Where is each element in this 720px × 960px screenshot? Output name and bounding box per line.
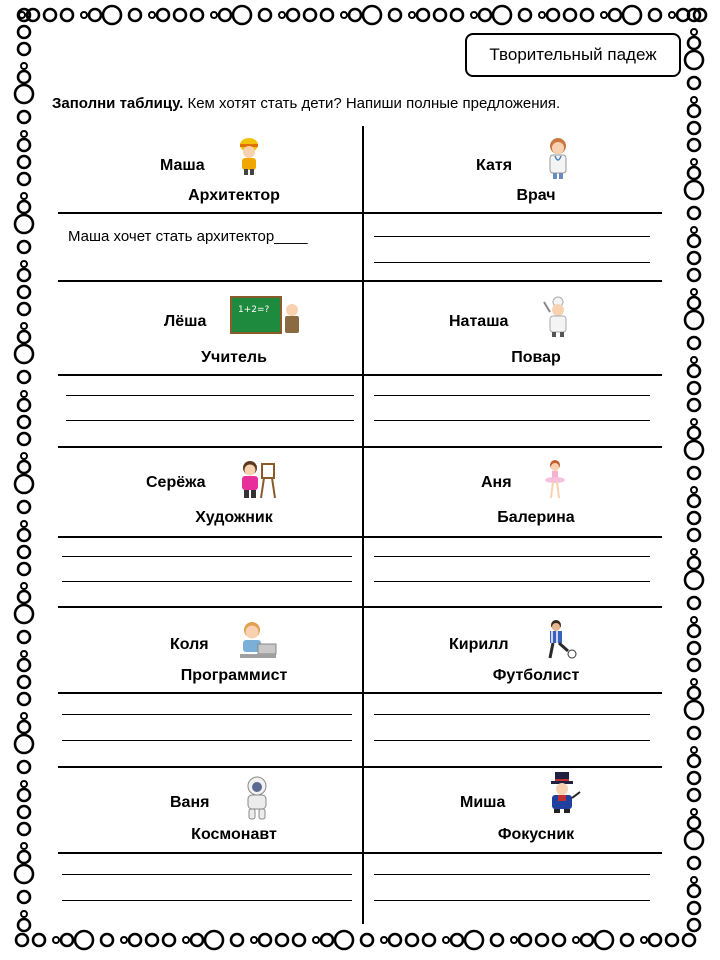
border-circle bbox=[691, 679, 697, 685]
chalkboard-text: 1+2=? bbox=[238, 305, 270, 315]
answer-line[interactable] bbox=[374, 236, 650, 237]
answer-line[interactable] bbox=[374, 420, 650, 421]
border-circle bbox=[595, 931, 613, 949]
answer-line[interactable] bbox=[374, 262, 650, 263]
border-circle bbox=[21, 651, 27, 657]
table-rule bbox=[58, 374, 662, 376]
child-name: Аня bbox=[481, 474, 512, 491]
table-rule bbox=[58, 606, 662, 608]
border-circle bbox=[18, 399, 30, 411]
border-circle bbox=[688, 625, 700, 637]
border-circle bbox=[539, 12, 545, 18]
border-circle bbox=[688, 9, 700, 21]
border-circle bbox=[21, 521, 27, 527]
profession-label: Архитектор bbox=[188, 187, 280, 204]
border-circle bbox=[231, 934, 243, 946]
border-circle bbox=[219, 9, 231, 21]
border-circle bbox=[685, 51, 703, 69]
border-circle bbox=[18, 286, 30, 298]
border-circle bbox=[381, 937, 387, 943]
border-circle bbox=[685, 441, 703, 459]
border-circle bbox=[18, 269, 30, 281]
border-circle bbox=[688, 37, 700, 49]
border-circle bbox=[443, 937, 449, 943]
instruction-bold: Заполни таблицу. bbox=[52, 95, 184, 112]
profession-label: Футболист bbox=[492, 667, 580, 684]
border-circle bbox=[18, 721, 30, 733]
answer-line[interactable] bbox=[62, 556, 352, 557]
border-circle bbox=[688, 659, 700, 671]
border-circle bbox=[149, 12, 155, 18]
border-circle bbox=[691, 29, 697, 35]
child-name: Миша bbox=[460, 794, 506, 811]
border-circle bbox=[688, 382, 700, 394]
child-name: Серёжа bbox=[146, 474, 206, 491]
border-circle bbox=[18, 173, 30, 185]
profession-label: Художник bbox=[195, 509, 273, 526]
border-circle bbox=[183, 937, 189, 943]
border-circle bbox=[18, 416, 30, 428]
answer-line[interactable] bbox=[62, 714, 352, 715]
border-circle bbox=[18, 331, 30, 343]
border-circle bbox=[691, 809, 697, 815]
architect-icon bbox=[236, 136, 262, 176]
border-circle bbox=[18, 563, 30, 575]
table-rule bbox=[58, 212, 662, 214]
table-rule bbox=[58, 536, 662, 538]
border-circle bbox=[18, 546, 30, 558]
page-title: Творительный падеж bbox=[465, 33, 681, 77]
border-circle bbox=[685, 181, 703, 199]
border-circle bbox=[688, 235, 700, 247]
teacher-icon bbox=[230, 296, 302, 336]
border-circle bbox=[688, 167, 700, 179]
border-circle bbox=[688, 297, 700, 309]
border-circle bbox=[21, 323, 27, 329]
answer-line[interactable] bbox=[374, 556, 650, 557]
border-circle bbox=[75, 931, 93, 949]
border-circle bbox=[18, 139, 30, 151]
border-circle bbox=[18, 303, 30, 315]
border-circle bbox=[688, 122, 700, 134]
border-circle bbox=[688, 337, 700, 349]
table-rule bbox=[58, 280, 662, 282]
border-circle bbox=[287, 9, 299, 21]
border-circle bbox=[677, 9, 689, 21]
border-circle bbox=[18, 9, 30, 21]
border-circle bbox=[15, 345, 33, 363]
border-circle bbox=[18, 26, 30, 38]
border-circle bbox=[335, 931, 353, 949]
border-circle bbox=[121, 937, 127, 943]
border-circle bbox=[18, 371, 30, 383]
border-circle bbox=[691, 159, 697, 165]
border-circle bbox=[688, 727, 700, 739]
border-circle bbox=[389, 934, 401, 946]
border-circle bbox=[18, 659, 30, 671]
border-circle bbox=[685, 701, 703, 719]
border-circle bbox=[683, 934, 695, 946]
border-circle bbox=[361, 934, 373, 946]
border-circle bbox=[18, 529, 30, 541]
border-circle bbox=[688, 529, 700, 541]
border-circle bbox=[18, 501, 30, 513]
border-circle bbox=[211, 12, 217, 18]
border-circle bbox=[313, 937, 319, 943]
table-rule bbox=[58, 692, 662, 694]
border-circle bbox=[18, 851, 30, 863]
border-circle bbox=[691, 877, 697, 883]
border-circle bbox=[688, 919, 700, 931]
border-circle bbox=[129, 9, 141, 21]
border-circle bbox=[691, 549, 697, 555]
border-circle bbox=[434, 9, 446, 21]
border-circle bbox=[18, 823, 30, 835]
profession-label: Повар bbox=[511, 349, 561, 366]
border-circle bbox=[18, 156, 30, 168]
border-circle bbox=[101, 934, 113, 946]
border-circle bbox=[18, 591, 30, 603]
border-circle bbox=[18, 919, 30, 931]
border-circle bbox=[18, 433, 30, 445]
border-circle bbox=[688, 857, 700, 869]
border-circle bbox=[691, 747, 697, 753]
border-circle bbox=[259, 934, 271, 946]
border-circle bbox=[409, 12, 415, 18]
profession-label: Программист bbox=[180, 667, 288, 684]
border-circle bbox=[18, 693, 30, 705]
border-circle bbox=[519, 9, 531, 21]
border-circle bbox=[691, 227, 697, 233]
magician-icon bbox=[546, 772, 582, 814]
border-circle bbox=[18, 761, 30, 773]
border-circle bbox=[349, 9, 361, 21]
instruction bbox=[52, 95, 560, 112]
border-circle bbox=[491, 934, 503, 946]
border-circle bbox=[685, 311, 703, 329]
border-circle bbox=[688, 772, 700, 784]
border-circle bbox=[81, 12, 87, 18]
border-circle bbox=[157, 9, 169, 21]
border-circle bbox=[18, 676, 30, 688]
border-circle bbox=[276, 934, 288, 946]
border-circle bbox=[21, 843, 27, 849]
answer-line[interactable] bbox=[374, 874, 650, 875]
border-circle bbox=[191, 9, 203, 21]
border-circle bbox=[146, 934, 158, 946]
border-circle bbox=[321, 9, 333, 21]
ballerina-icon bbox=[542, 458, 568, 500]
border-circle bbox=[581, 9, 593, 21]
border-circle bbox=[601, 12, 607, 18]
border-circle bbox=[493, 6, 511, 24]
border-circle bbox=[688, 269, 700, 281]
border-circle bbox=[233, 6, 251, 24]
child-name: Маша bbox=[160, 157, 205, 174]
border-circle bbox=[691, 97, 697, 103]
profession-label: Врач bbox=[516, 187, 556, 204]
border-circle bbox=[191, 934, 203, 946]
child-name: Наташа bbox=[449, 313, 509, 330]
border-circle bbox=[18, 71, 30, 83]
border-circle bbox=[666, 934, 678, 946]
border-circle bbox=[691, 487, 697, 493]
border-circle bbox=[465, 931, 483, 949]
border-circle bbox=[688, 789, 700, 801]
border-circle bbox=[61, 934, 73, 946]
answer-line[interactable] bbox=[62, 740, 352, 741]
border-circle bbox=[44, 9, 56, 21]
border-circle bbox=[27, 9, 39, 21]
border-circle bbox=[547, 9, 559, 21]
profession-label: Космонавт bbox=[191, 826, 277, 843]
border-circle bbox=[471, 12, 477, 18]
border-circle bbox=[21, 131, 27, 137]
border-circle bbox=[688, 105, 700, 117]
border-circle bbox=[417, 9, 429, 21]
border-circle bbox=[685, 571, 703, 589]
border-circle bbox=[688, 597, 700, 609]
border-circle bbox=[18, 201, 30, 213]
border-circle bbox=[536, 934, 548, 946]
border-circle bbox=[15, 865, 33, 883]
border-circle bbox=[479, 9, 491, 21]
border-circle bbox=[553, 934, 565, 946]
profession-label: Учитель bbox=[201, 349, 267, 366]
border-circle bbox=[688, 399, 700, 411]
painter-icon bbox=[238, 458, 278, 500]
border-circle bbox=[293, 934, 305, 946]
border-circle bbox=[129, 934, 141, 946]
example-answer: Маша хочет стать архитектор____ bbox=[68, 228, 308, 245]
border-circle bbox=[321, 934, 333, 946]
border-circle bbox=[669, 12, 675, 18]
doctor-icon bbox=[544, 136, 572, 180]
border-circle bbox=[685, 831, 703, 849]
table-divider-vertical bbox=[362, 126, 364, 924]
border-circle bbox=[519, 934, 531, 946]
border-circle bbox=[174, 9, 186, 21]
border-circle bbox=[688, 207, 700, 219]
answer-line[interactable] bbox=[374, 395, 650, 396]
border-circle bbox=[688, 557, 700, 569]
border-circle bbox=[18, 806, 30, 818]
border-circle bbox=[406, 934, 418, 946]
border-circle bbox=[641, 937, 647, 943]
border-circle bbox=[688, 687, 700, 699]
border-circle bbox=[451, 9, 463, 21]
profession-label: Балерина bbox=[497, 509, 575, 526]
border-circle bbox=[15, 735, 33, 753]
border-circle bbox=[251, 937, 257, 943]
border-circle bbox=[15, 605, 33, 623]
border-circle bbox=[688, 467, 700, 479]
border-circle bbox=[649, 9, 661, 21]
border-circle bbox=[33, 934, 45, 946]
border-circle bbox=[205, 931, 223, 949]
border-circle bbox=[259, 9, 271, 21]
table-rule bbox=[58, 446, 662, 448]
border-circle bbox=[581, 934, 593, 946]
border-circle bbox=[163, 934, 175, 946]
border-circle bbox=[688, 885, 700, 897]
border-circle bbox=[451, 934, 463, 946]
border-circle bbox=[389, 9, 401, 21]
border-circle bbox=[688, 495, 700, 507]
border-circle bbox=[688, 77, 700, 89]
profession-label: Фокусник bbox=[497, 826, 575, 843]
border-circle bbox=[688, 902, 700, 914]
border-circle bbox=[609, 9, 621, 21]
border-circle bbox=[15, 215, 33, 233]
border-circle bbox=[18, 631, 30, 643]
border-circle bbox=[21, 63, 27, 69]
border-circle bbox=[18, 891, 30, 903]
border-circle bbox=[688, 642, 700, 654]
border-circle bbox=[21, 193, 27, 199]
border-circle bbox=[15, 85, 33, 103]
border-circle bbox=[21, 391, 27, 397]
answer-line[interactable] bbox=[66, 395, 354, 396]
border-circle bbox=[363, 6, 381, 24]
border-circle bbox=[15, 475, 33, 493]
child-name: Лёша bbox=[164, 313, 207, 330]
border-circle bbox=[21, 781, 27, 787]
border-circle bbox=[694, 9, 706, 21]
border-circle bbox=[691, 617, 697, 623]
table-rule bbox=[58, 852, 662, 854]
border-circle bbox=[688, 427, 700, 439]
border-circle bbox=[21, 583, 27, 589]
border-circle bbox=[691, 419, 697, 425]
answer-line[interactable] bbox=[374, 581, 650, 582]
child-name: Кирилл bbox=[449, 636, 509, 653]
chef-icon bbox=[540, 296, 574, 338]
border-circle bbox=[18, 241, 30, 253]
border-circle bbox=[423, 934, 435, 946]
border-circle bbox=[16, 934, 28, 946]
instruction-text: Кем хотят стать дети? Напиши полные предложения. bbox=[183, 95, 561, 112]
programmer-icon bbox=[238, 620, 278, 660]
border-circle bbox=[688, 139, 700, 151]
border-circle bbox=[341, 12, 347, 18]
answer-line[interactable] bbox=[374, 740, 650, 741]
border-circle bbox=[21, 911, 27, 917]
border-circle bbox=[573, 937, 579, 943]
border-circle bbox=[89, 9, 101, 21]
answer-line[interactable] bbox=[62, 900, 352, 901]
astronaut-icon bbox=[242, 776, 272, 820]
border-circle bbox=[53, 937, 59, 943]
child-name: Катя bbox=[476, 157, 513, 174]
answer-line[interactable] bbox=[62, 581, 352, 582]
border-circle bbox=[279, 12, 285, 18]
answer-line[interactable] bbox=[62, 874, 352, 875]
border-circle bbox=[18, 111, 30, 123]
answer-line[interactable] bbox=[374, 900, 650, 901]
answer-line[interactable] bbox=[66, 420, 354, 421]
table-rule bbox=[58, 766, 662, 768]
border-circle bbox=[18, 789, 30, 801]
border-circle bbox=[304, 9, 316, 21]
border-circle bbox=[21, 453, 27, 459]
border-circle bbox=[21, 261, 27, 267]
border-circle bbox=[691, 289, 697, 295]
border-circle bbox=[511, 937, 517, 943]
border-circle bbox=[691, 357, 697, 363]
border-circle bbox=[103, 6, 121, 24]
border-circle bbox=[21, 713, 27, 719]
border-circle bbox=[688, 755, 700, 767]
border-circle bbox=[61, 9, 73, 21]
border-circle bbox=[564, 9, 576, 21]
child-name: Коля bbox=[170, 636, 209, 653]
footballer-icon bbox=[542, 618, 578, 660]
border-circle bbox=[18, 43, 30, 55]
border-circle bbox=[19, 12, 25, 18]
answer-line[interactable] bbox=[374, 714, 650, 715]
border-circle bbox=[623, 6, 641, 24]
child-name: Ваня bbox=[170, 794, 210, 811]
border-circle bbox=[18, 461, 30, 473]
border-circle bbox=[649, 934, 661, 946]
border-circle bbox=[688, 512, 700, 524]
border-circle bbox=[621, 934, 633, 946]
border-circle bbox=[688, 252, 700, 264]
border-circle bbox=[688, 365, 700, 377]
border-circle bbox=[688, 817, 700, 829]
